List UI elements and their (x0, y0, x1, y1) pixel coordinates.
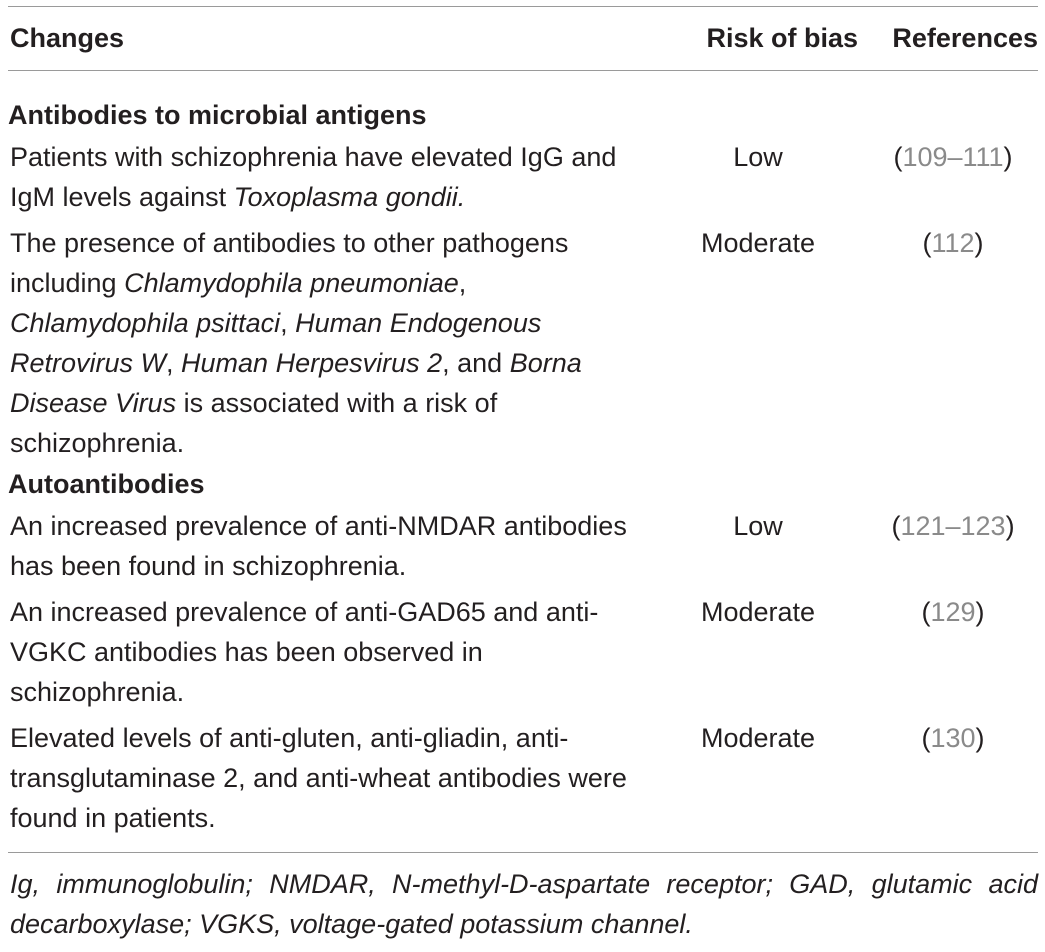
section-title: Antibodies to microbial antigens (8, 100, 427, 130)
cell-references: (130) (921, 723, 985, 753)
table-row (8, 592, 1038, 712)
cell-references: (109–111) (893, 142, 1013, 172)
cell-changes: The presence of antibodies to other pathogens including Chlamydophila pneumoniae, Chlamydophila psittaci, Human Endogenous Retrovirus W, Human Herpesvirus 2, and Borna Disease Virus is associated with a risk of schizophrenia. (10, 228, 582, 458)
cell-references: (129) (921, 597, 985, 627)
cell-risk-of-bias: Moderate (700, 228, 816, 258)
table-row (8, 137, 1038, 217)
header-references: References (892, 23, 1038, 53)
bottom-rule (8, 852, 1038, 853)
reference-link[interactable]: 129 (930, 597, 976, 627)
cell-changes: Patients with schizophrenia have elevated IgG and IgM levels against Toxoplasma gondii. (10, 142, 617, 212)
reference-link[interactable]: 130 (930, 723, 976, 753)
cell-changes: Elevated levels of anti-gluten, anti-gliadin, anti-transglutaminase 2, and anti-wheat antibodies were found in patients. (10, 723, 627, 833)
reference-link[interactable]: 112 (931, 228, 975, 258)
data-table (8, 0, 1038, 944)
table-footnote: Ig, immunoglobulin; NMDAR, N-methyl-D-aspartate receptor; GAD, glutamic acid decarboxylase; VGKS, voltage-gated potassium channel. (10, 869, 1038, 939)
table-row (8, 506, 1038, 586)
reference-link[interactable]: 121–123 (900, 511, 1006, 541)
cell-references: (121–123) (891, 511, 1015, 541)
cell-changes: An increased prevalence of anti-GAD65 and anti-VGKC antibodies has been observed in schizophrenia. (10, 597, 599, 707)
table-row (8, 223, 1038, 463)
cell-risk-of-bias: Moderate (700, 723, 816, 753)
cell-changes: An increased prevalence of anti-NMDAR antibodies has been found in schizophrenia. (10, 511, 627, 581)
table-body (8, 96, 1038, 838)
cell-risk-of-bias: Moderate (700, 597, 816, 627)
cell-risk-of-bias: Low (733, 511, 783, 541)
header-risk-of-bias: Risk of bias (706, 23, 858, 53)
header-rule (8, 70, 1038, 71)
cell-risk-of-bias: Low (733, 142, 783, 172)
section-title: Autoantibodies (8, 469, 205, 499)
reference-link[interactable]: 109–111 (902, 142, 1004, 172)
header-changes: Changes (10, 23, 125, 53)
table-header (8, 7, 1038, 70)
table-row (8, 718, 1038, 838)
cell-references: (112) (922, 228, 984, 258)
